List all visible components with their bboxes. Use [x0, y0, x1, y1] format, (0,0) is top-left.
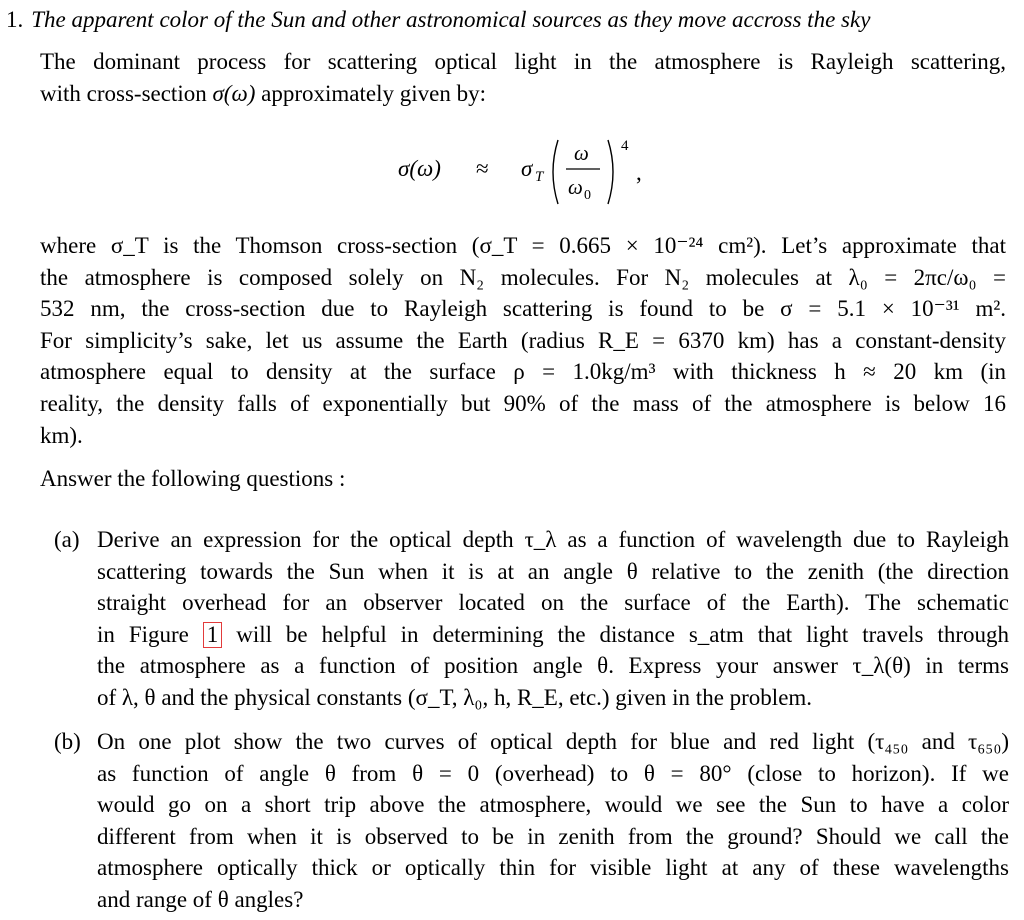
question-a-line-6: of λ, θ and the physical constants (σ_T, λ₀, h, R_E, etc.) given in the problem. [97, 684, 813, 710]
question-a-line-4: in Figure 1 will be helpful in determining the distance s_atm that light travels through [97, 621, 1009, 647]
problem-title: The apparent color of the Sun and other astronomical sources as they move accross the sky [31, 7, 871, 32]
problem-number: 1. [6, 7, 24, 32]
question-a-line-2: scattering towards the Sun when it is at an angle θ relative to the zenith (the direction [97, 558, 1009, 584]
body-line-7: km). [40, 422, 83, 448]
eq-omega0-sub: 0 [584, 188, 591, 203]
body-line-4: For simplicity’s sake, let us assume the Earth (radius R_E = 6370 km) has a constant-density [40, 327, 1006, 353]
question-a-text [97, 524, 1009, 714]
eq-power: 4 [621, 138, 629, 154]
body-line-5: atmosphere equal to density at the surface ρ = 1.0kg/m³ with thickness h ≈ 20 km (in [40, 359, 1006, 385]
figure-ref-link[interactable]: 1 [203, 622, 223, 648]
eq-omega0: ω [568, 175, 583, 199]
eq-comma: , [636, 160, 642, 185]
eq-lhs: σ(ω) [398, 156, 441, 181]
eq-omega: ω [574, 141, 589, 165]
eq-sigma-t: σ [521, 156, 533, 181]
question-a-label: (a) [54, 527, 80, 552]
problem-heading [6, 4, 870, 36]
answer-prompt: Answer the following questions : [40, 466, 346, 491]
question-b-line-5: atmosphere optically thick or optically thin for visible light at any of these wavelengths [97, 855, 1009, 881]
question-a-line-1: Derive an expression for the optical depth τ_λ as a function of wavelength due to Rayleigh [97, 527, 1009, 552]
question-b-line-4: different from when it is observed to be in zenith from the ground? Should we call the [97, 823, 1009, 849]
question-b-line-2: as function of angle θ from θ = 0 (overhead) to θ = 80° (close to horizon). If we [97, 760, 1009, 786]
body-line-6: reality, the density falls of exponentially but 90% of the mass of the atmosphere is below 16 [40, 390, 1006, 416]
body-line-1: where σ_T is the Thomson cross-section (σ_T = 0.665 × 10⁻²⁴ cm²). Let’s approximate that [40, 233, 1006, 258]
body-line-2: the atmosphere is composed solely on N₂ molecules. For N₂ molecules at λ₀ = 2πc/ω₀ = [40, 264, 1006, 290]
question-b [54, 726, 1012, 916]
sigma-omega-inline: σ(ω) [212, 80, 256, 106]
eq-approx: ≈ [476, 156, 489, 181]
intro-line-1: The dominant process for scattering optical light in the atmosphere is Rayleigh scattering, [40, 49, 1006, 74]
body-line-3: 532 nm, the cross-section due to Rayleigh scattering is found to be σ = 5.1 × 10⁻³¹ m². [40, 296, 1006, 322]
question-a [54, 524, 1012, 714]
intro-paragraph [40, 46, 1006, 109]
question-b-text [97, 726, 1009, 916]
question-a-line-5: the atmosphere as a function of position angle θ. Express your answer τ_λ(θ) in terms [97, 653, 1009, 679]
intro-line-2: with cross-section σ(ω) approximately given by: [40, 80, 486, 106]
question-b-line-3: would go on a short trip above the atmosphere, would we see the Sun to have a color [97, 792, 1009, 818]
eq-left-paren [553, 140, 558, 204]
question-a-line-3: straight overhead for an observer located on the surface of the Earth). The schematic [97, 590, 1009, 616]
eq-sigma-t-sub: T [535, 169, 544, 185]
eq-right-paren [608, 140, 613, 204]
body-paragraph [40, 230, 1006, 451]
question-b-line-1: On one plot show the two curves of optical depth for blue and red light (τ₄₅₀ and τ₆₅₀) [97, 729, 1009, 754]
question-b-line-6: and range of θ angles? [97, 886, 304, 912]
rayleigh-equation [398, 132, 658, 212]
question-b-label: (b) [54, 729, 81, 754]
